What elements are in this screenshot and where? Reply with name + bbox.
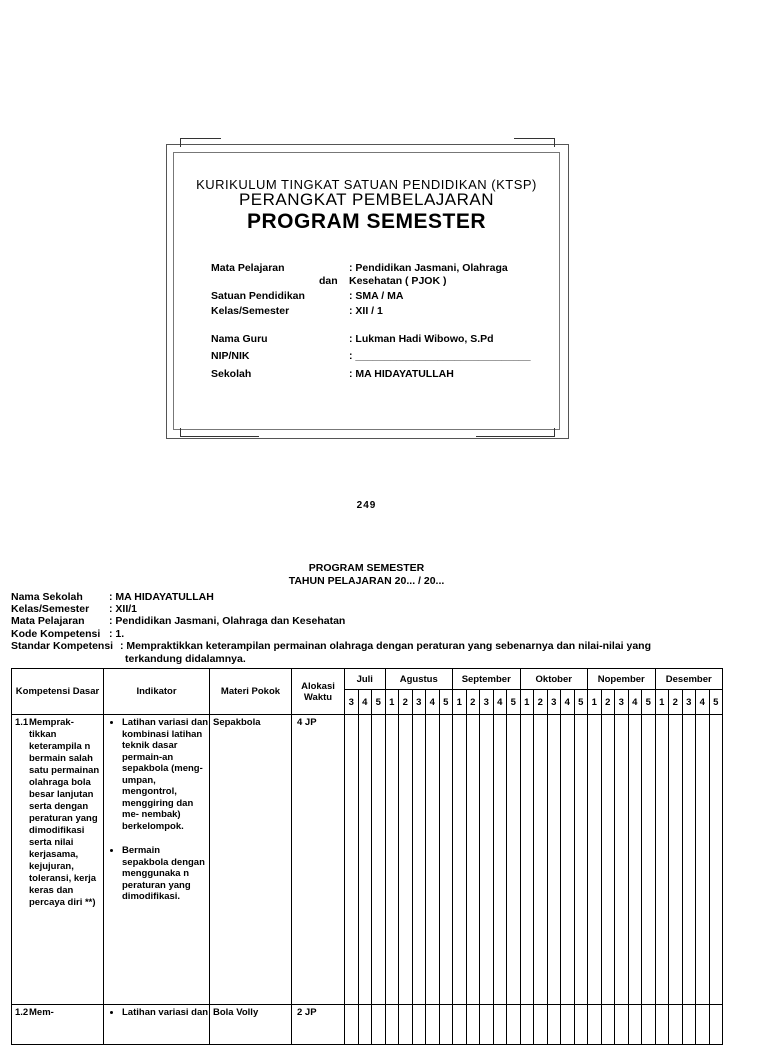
table-row bbox=[12, 1005, 723, 1045]
week-header: 5 bbox=[709, 690, 723, 715]
program-subtitle: TAHUN PELAJARAN 20... / 20... bbox=[288, 575, 445, 587]
week-cell bbox=[561, 1005, 575, 1045]
week-cell bbox=[547, 715, 561, 1005]
cover-field-label: Kelas/Semester bbox=[211, 305, 290, 317]
frame-corner bbox=[514, 138, 555, 147]
frame-corner bbox=[476, 428, 555, 437]
month-header: Desember bbox=[655, 669, 723, 690]
cover-main-title: PROGRAM SEMESTER bbox=[246, 210, 487, 233]
week-cell bbox=[547, 1005, 561, 1045]
info-label: Kelas/Semester bbox=[11, 603, 90, 615]
kd-text: Mem- bbox=[29, 1007, 54, 1018]
cover-field-value: : XII / 1 bbox=[349, 305, 383, 317]
week-header: 5 bbox=[372, 690, 386, 715]
program-title: PROGRAM SEMESTER bbox=[308, 562, 425, 574]
week-cell bbox=[574, 1005, 588, 1045]
materi-cell: Sepakbola bbox=[210, 715, 292, 1005]
cover-field-label: Nama Guru bbox=[211, 333, 268, 345]
standar-label: Standar Kompetensi bbox=[11, 640, 114, 652]
week-header: 5 bbox=[574, 690, 588, 715]
week-cell bbox=[601, 1005, 615, 1045]
week-header: 2 bbox=[601, 690, 615, 715]
week-cell bbox=[696, 1005, 710, 1045]
week-cell bbox=[588, 715, 602, 1005]
table-row bbox=[12, 715, 723, 1005]
week-cell bbox=[709, 1005, 723, 1045]
week-cell bbox=[534, 1005, 548, 1045]
week-cell bbox=[574, 715, 588, 1005]
info-value: : MA HIDAYATULLAH bbox=[109, 591, 214, 603]
indikator-item: • Latihan variasi dan bbox=[122, 1007, 209, 1019]
week-cell bbox=[655, 1005, 669, 1045]
week-header: 4 bbox=[358, 690, 372, 715]
week-cell bbox=[439, 715, 453, 1005]
week-cell bbox=[439, 1005, 453, 1045]
info-label: Mata Pelajaran bbox=[11, 615, 85, 627]
week-cell bbox=[655, 715, 669, 1005]
week-header: 2 bbox=[534, 690, 548, 715]
week-header: 5 bbox=[507, 690, 521, 715]
week-cell bbox=[385, 715, 399, 1005]
cover-field-label: NIP/NIK bbox=[211, 350, 250, 362]
week-cell bbox=[466, 715, 480, 1005]
week-header: 2 bbox=[399, 690, 413, 715]
week-cell bbox=[669, 1005, 683, 1045]
cover-curriculum-title: KURIKULUM TINGKAT SATUAN PENDIDIKAN (KTSP) bbox=[196, 177, 537, 192]
week-header: 2 bbox=[669, 690, 683, 715]
week-header: 4 bbox=[561, 690, 575, 715]
cover-field-value: : Lukman Hadi Wibowo, S.Pd bbox=[349, 333, 494, 345]
week-cell bbox=[507, 1005, 521, 1045]
frame-corner bbox=[180, 138, 221, 147]
week-header: 2 bbox=[466, 690, 480, 715]
week-cell bbox=[358, 715, 372, 1005]
frame-corner bbox=[180, 428, 259, 437]
week-cell bbox=[345, 715, 359, 1005]
week-cell bbox=[561, 715, 575, 1005]
month-header: Juli bbox=[345, 669, 386, 690]
header-materi: Materi Pokok bbox=[210, 669, 292, 715]
info-label: Nama Sekolah bbox=[11, 591, 83, 603]
month-header: Nopember bbox=[588, 669, 656, 690]
week-cell bbox=[696, 715, 710, 1005]
week-cell bbox=[399, 715, 413, 1005]
week-cell bbox=[426, 715, 440, 1005]
week-cell bbox=[520, 1005, 534, 1045]
indikator-cell bbox=[104, 1005, 210, 1045]
kd-number: 1.1 bbox=[15, 717, 29, 728]
week-cell bbox=[669, 715, 683, 1005]
week-header: 1 bbox=[453, 690, 467, 715]
header-kd: Kompetensi Dasar bbox=[12, 669, 104, 715]
week-header: 4 bbox=[696, 690, 710, 715]
header-alokasi: Alokasi Waktu bbox=[292, 669, 345, 715]
cover-field-value: Kesehatan ( PJOK ) bbox=[349, 275, 447, 287]
week-cell bbox=[682, 715, 696, 1005]
week-cell bbox=[412, 715, 426, 1005]
kd-text: Memprak- tikkan keterampila n bermain salah satu permainan olahraga bola besar lanjutan serta dengan peraturan yang dimodifikasi serta nilai kerjasama, kejujuran, toleransi, kerja keras dan percaya diri **) bbox=[29, 717, 100, 908]
week-header: 3 bbox=[412, 690, 426, 715]
week-header: 3 bbox=[615, 690, 629, 715]
week-cell bbox=[601, 715, 615, 1005]
kd-cell bbox=[12, 715, 104, 1005]
week-cell bbox=[588, 1005, 602, 1045]
week-cell bbox=[372, 715, 386, 1005]
week-header: 3 bbox=[345, 690, 359, 715]
week-header: 1 bbox=[520, 690, 534, 715]
week-cell bbox=[480, 1005, 494, 1045]
standar-value-cont: terkandung didalamnya. bbox=[125, 653, 246, 665]
week-cell bbox=[642, 715, 656, 1005]
week-cell bbox=[426, 1005, 440, 1045]
info-value: : 1. bbox=[109, 628, 125, 640]
cover-field-value: : SMA / MA bbox=[349, 290, 404, 302]
week-cell bbox=[412, 1005, 426, 1045]
week-cell bbox=[682, 1005, 696, 1045]
info-label: Kode Kompetensi bbox=[11, 628, 101, 640]
week-cell bbox=[453, 715, 467, 1005]
week-cell bbox=[520, 715, 534, 1005]
kd-number: 1.2 bbox=[15, 1007, 29, 1018]
cover-field-label: Sekolah bbox=[211, 368, 252, 380]
week-cell bbox=[615, 1005, 629, 1045]
week-header: 3 bbox=[480, 690, 494, 715]
week-header: 5 bbox=[642, 690, 656, 715]
month-header: Oktober bbox=[520, 669, 588, 690]
alokasi-cell: 4 JP bbox=[292, 715, 345, 1005]
cover-field-label: dan bbox=[319, 275, 338, 287]
indikator-item: • Bermain sepakbola dengan menggunaka n peraturan yang dimodifikasi. bbox=[122, 845, 209, 903]
header-indikator: Indikator bbox=[104, 669, 210, 715]
materi-cell: Bola Volly bbox=[210, 1005, 292, 1045]
cover-subtitle: PERANGKAT PEMBELAJARAN bbox=[238, 190, 495, 209]
cover-field-label: Satuan Pendidikan bbox=[211, 290, 305, 302]
cover-field-label: Mata Pelajaran bbox=[211, 262, 285, 274]
week-header: 1 bbox=[588, 690, 602, 715]
week-cell bbox=[493, 1005, 507, 1045]
week-header: 4 bbox=[426, 690, 440, 715]
week-header: 3 bbox=[547, 690, 561, 715]
page-number: 249 bbox=[356, 500, 377, 511]
week-cell bbox=[628, 715, 642, 1005]
week-cell bbox=[453, 1005, 467, 1045]
week-cell bbox=[399, 1005, 413, 1045]
week-cell bbox=[642, 1005, 656, 1045]
week-cell bbox=[709, 715, 723, 1005]
week-header: 1 bbox=[655, 690, 669, 715]
week-cell bbox=[628, 1005, 642, 1045]
week-header: 4 bbox=[493, 690, 507, 715]
week-cell bbox=[372, 1005, 386, 1045]
week-header: 4 bbox=[628, 690, 642, 715]
indikator-item: • Latihan variasi dan kombinasi latihan teknik dasar permain-an sepakbola (meng- umpan, mengontrol, menggiring dan me- nembak) berkelompok. bbox=[122, 717, 209, 832]
cover-field-value: : MA HIDAYATULLAH bbox=[349, 368, 454, 380]
month-header: Agustus bbox=[385, 669, 453, 690]
week-cell bbox=[345, 1005, 359, 1045]
week-cell bbox=[358, 1005, 372, 1045]
week-cell bbox=[534, 715, 548, 1005]
standar-value: : Mempraktikkan keterampilan permainan olahraga dengan peraturan yang sebenarnya dan nilai-nilai yang bbox=[120, 640, 651, 652]
week-header: 5 bbox=[439, 690, 453, 715]
semester-table bbox=[11, 668, 723, 1045]
week-cell bbox=[466, 1005, 480, 1045]
week-cell bbox=[493, 715, 507, 1005]
week-cell bbox=[507, 715, 521, 1005]
week-header: 1 bbox=[385, 690, 399, 715]
month-header: September bbox=[453, 669, 521, 690]
indikator-cell bbox=[104, 715, 210, 1005]
cover-field-value: : ______________________________ bbox=[349, 350, 531, 362]
week-cell bbox=[385, 1005, 399, 1045]
week-cell bbox=[615, 715, 629, 1005]
cover-field-value: : Pendidikan Jasmani, Olahraga bbox=[349, 262, 508, 274]
info-value: : Pendidikan Jasmani, Olahraga dan Kesehatan bbox=[109, 615, 346, 627]
alokasi-cell: 2 JP bbox=[292, 1005, 345, 1045]
kd-cell bbox=[12, 1005, 104, 1045]
week-cell bbox=[480, 715, 494, 1005]
week-header: 3 bbox=[682, 690, 696, 715]
info-value: : XII/1 bbox=[109, 603, 138, 615]
